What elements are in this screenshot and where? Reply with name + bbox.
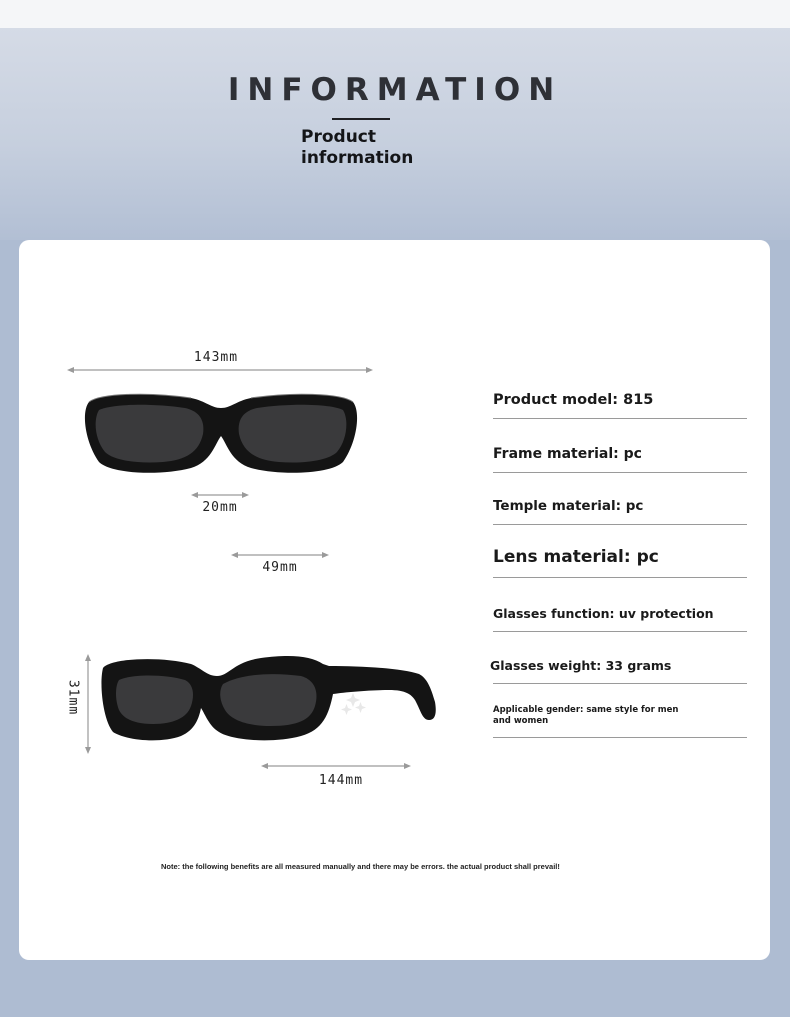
lens-width-label: 49mm bbox=[262, 560, 298, 575]
measurement-note: Note: the following benefits are all measured manually and there may be errors. the actual product shall prevail! bbox=[161, 862, 560, 871]
page-title: INFORMATION bbox=[227, 72, 563, 108]
spec-label: Glasses function: uv protection bbox=[493, 606, 714, 621]
lens-height-label: 31mm bbox=[65, 679, 81, 716]
spec-label: Product model: 815 bbox=[493, 392, 654, 408]
spec-label: Lens material: pc bbox=[493, 547, 659, 567]
spec-glasses-weight bbox=[490, 632, 747, 684]
temple-length-arrow bbox=[261, 761, 411, 771]
spec-product-model bbox=[493, 370, 747, 419]
spec-label: Glasses weight: 33 grams bbox=[490, 658, 672, 673]
spec-frame-material bbox=[493, 419, 747, 473]
lens-height-arrow bbox=[83, 654, 93, 754]
spec-list bbox=[490, 370, 747, 738]
glasses-front-image bbox=[81, 390, 361, 476]
spec-label: Temple material: pc bbox=[493, 498, 644, 514]
spec-temple-material bbox=[493, 473, 747, 525]
temple-length-label: 144mm bbox=[318, 773, 364, 788]
top-strip bbox=[0, 0, 790, 28]
info-card bbox=[19, 240, 770, 960]
glasses-side-image bbox=[101, 654, 437, 744]
total-width-label: 143mm bbox=[193, 350, 239, 365]
bridge-arrow bbox=[191, 490, 249, 500]
title-divider bbox=[332, 118, 390, 120]
spec-lens-material bbox=[493, 525, 747, 578]
spec-glasses-function bbox=[493, 578, 747, 632]
total-width-arrow bbox=[67, 365, 373, 375]
bridge-label: 20mm bbox=[202, 500, 238, 515]
spec-label: Frame material: pc bbox=[493, 446, 642, 462]
spec-applicable-gender bbox=[493, 684, 747, 738]
page-subtitle: Product information bbox=[301, 127, 414, 168]
lens-width-arrow bbox=[231, 550, 329, 560]
spec-label: Applicable gender: same style for men and women bbox=[493, 705, 679, 726]
